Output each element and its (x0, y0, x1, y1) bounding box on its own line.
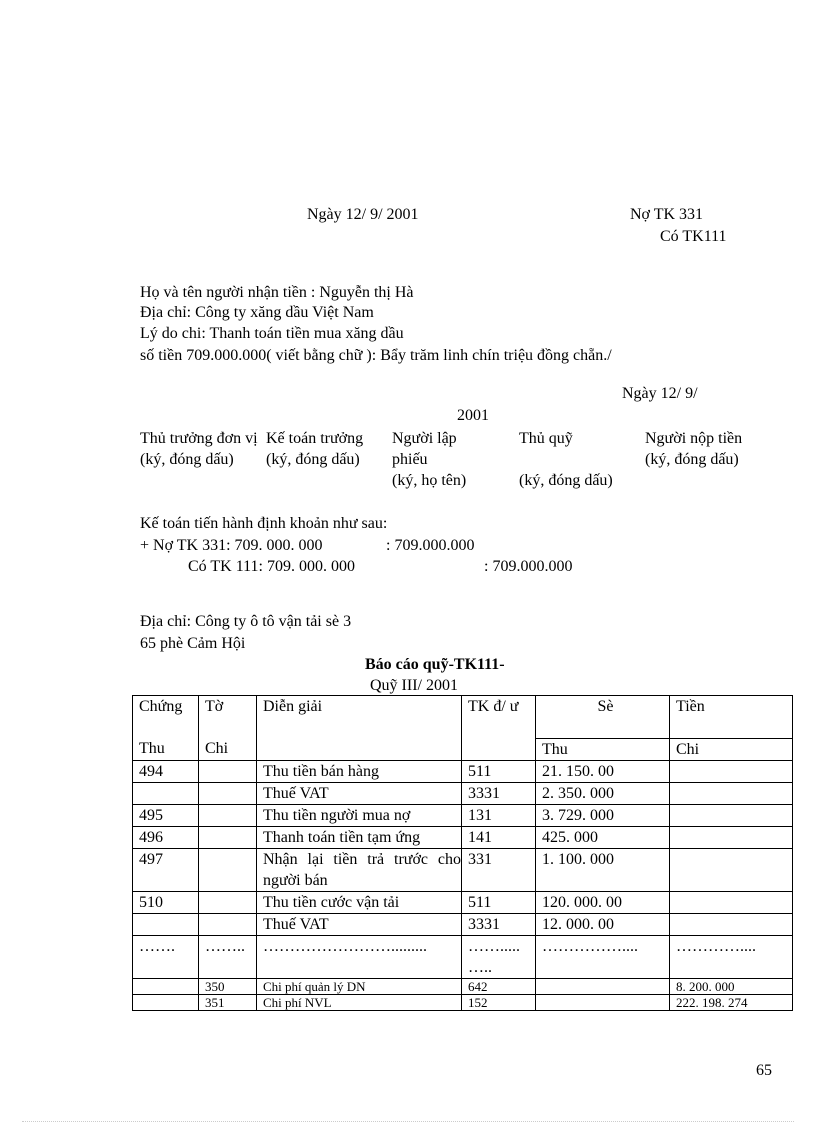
cell-in (536, 994, 670, 1010)
report-period: Quỹ III/ 2001 (370, 677, 458, 694)
col-subheader-out: Chi (199, 738, 257, 760)
cell-in: …………….... (536, 935, 670, 978)
sign-date-line2: 2001 (457, 407, 489, 424)
cell-chi (199, 891, 257, 913)
footer-divider (22, 1121, 794, 1122)
cell-out (670, 782, 793, 804)
voucher-date: Ngày 12/ 9/ 2001 (307, 206, 419, 223)
cell-in (536, 978, 670, 994)
payee-address-line: Địa chỉ: Công ty xăng dầu Việt Nam (140, 304, 374, 321)
sign-date-line1: Ngày 12/ 9/ (622, 385, 698, 402)
cell-acct: 3331 (462, 782, 536, 804)
cell-acct: 3331 (462, 913, 536, 935)
cell-desc: Chi phí NVL (257, 994, 462, 1010)
cell-chi: 351 (199, 994, 257, 1010)
signature-block-director (140, 428, 260, 470)
col-subheader-amount-out: Chi (670, 738, 793, 760)
debit-account: Nợ TK 331 (630, 206, 704, 223)
table-row (133, 826, 793, 848)
payment-amount-line: số tiền 709.000.000( viết bằng chữ ): Bẩy trăm linh chín triệu đồng chẵn./ (140, 347, 612, 364)
cell-desc: Thu tiền cước vận tải (257, 891, 462, 913)
cell-acct: 511 (462, 760, 536, 782)
signature-note: (ký, đóng dấu) (645, 451, 739, 468)
signature-title: Kế toán trưởng (266, 430, 364, 447)
cell-in: 120. 000. 00 (536, 891, 670, 913)
cell-thu (133, 913, 199, 935)
cell-chi (199, 804, 257, 826)
signature-title: Thủ trưởng đơn vị (140, 430, 258, 447)
cell-thu: ……. (133, 935, 199, 978)
entry-intro: Kế toán tiến hành định khoản như sau: (140, 515, 388, 532)
table-row (133, 760, 793, 782)
table-row (133, 804, 793, 826)
cell-desc: ……………………......... (257, 935, 462, 978)
table-row (133, 978, 793, 994)
cell-out (670, 848, 793, 891)
cell-in: 1. 100. 000 (536, 848, 670, 891)
signature-note: (ký, đóng dấu) (519, 472, 613, 489)
cell-desc: Chi phí quản lý DN (257, 978, 462, 994)
cell-in: 425. 000 (536, 826, 670, 848)
signature-title: Thủ quỹ (519, 430, 573, 447)
entry-credit-line: Có TK 111: 709. 000. 000 (188, 558, 355, 575)
entry-debit-total: : 709.000.000 (386, 537, 475, 554)
col-header-voucher: Chứng (133, 696, 199, 739)
signature-note: (ký, đóng dấu) (140, 451, 234, 468)
cell-thu (133, 994, 199, 1010)
cell-thu (133, 978, 199, 994)
col-header-amount: Sè (536, 696, 670, 739)
table-row (133, 891, 793, 913)
table-row (133, 848, 793, 891)
cash-report-table (132, 695, 793, 1011)
cell-in: 12. 000. 00 (536, 913, 670, 935)
cell-out (670, 913, 793, 935)
cell-acct: 331 (462, 848, 536, 891)
cell-acct: 642 (462, 978, 536, 994)
table-row (133, 913, 793, 935)
cell-desc: Thuế VAT (257, 913, 462, 935)
col-header-sheet: Tờ (199, 696, 257, 739)
col-header-account: TK đ/ ư (462, 696, 536, 761)
cell-out (670, 826, 793, 848)
cell-thu: 495 (133, 804, 199, 826)
cell-desc: Thu tiền người mua nợ (257, 804, 462, 826)
signature-block-cashier (519, 428, 619, 491)
cell-thu: 497 (133, 848, 199, 891)
cell-out: 8. 200. 000 (670, 978, 793, 994)
cell-thu: 494 (133, 760, 199, 782)
cell-out: 222. 198. 274 (670, 994, 793, 1010)
table-header-row (133, 696, 793, 739)
cell-out (670, 804, 793, 826)
signature-title: Người nộp tiền (645, 430, 743, 447)
cell-chi: …….. (199, 935, 257, 978)
cell-out: ………….... (670, 935, 793, 978)
credit-account: Có TK111 (660, 228, 727, 245)
cell-desc: Thu tiền bán hàng (257, 760, 462, 782)
table-row (133, 782, 793, 804)
entry-credit-total: : 709.000.000 (484, 558, 573, 575)
signature-note: (ký, họ tên) (392, 472, 467, 489)
cell-acct: 141 (462, 826, 536, 848)
cell-out (670, 891, 793, 913)
cell-desc: Nhận lại tiền trả trước cho người bán (257, 848, 462, 891)
signature-block-chief-accountant (266, 428, 376, 470)
company-address-line2: 65 phè Cảm Hội (140, 635, 246, 652)
payment-reason-line: Lý do chi: Thanh toán tiền mua xăng dầu (140, 325, 404, 342)
signature-block-depositor (645, 428, 745, 470)
company-address-line1: Địa chỉ: Công ty ô tô vận tải sè 3 (140, 613, 352, 630)
signature-title: Người lập phiếu (392, 430, 457, 468)
cell-in: 3. 729. 000 (536, 804, 670, 826)
col-header-money: Tiền (670, 696, 793, 739)
cell-chi (199, 826, 257, 848)
cell-acct: 511 (462, 891, 536, 913)
payee-name-line: Họ và tên người nhận tiền : Nguyễn thị Hà (140, 284, 414, 301)
cell-thu: 496 (133, 826, 199, 848)
cell-acct: 131 (462, 804, 536, 826)
cell-thu (133, 782, 199, 804)
cell-in: 2. 350. 000 (536, 782, 670, 804)
cell-thu: 510 (133, 891, 199, 913)
report-title: Báo cáo quỹ-TK111- (365, 656, 505, 673)
table-row (133, 994, 793, 1010)
cell-out (670, 760, 793, 782)
col-subheader-amount-in: Thu (536, 738, 670, 760)
cell-in: 21. 150. 00 (536, 760, 670, 782)
cell-desc: Thanh toán tiền tạm ứng (257, 826, 462, 848)
entry-debit-line: + Nợ TK 331: 709. 000. 000 (140, 537, 323, 554)
cell-chi (199, 848, 257, 891)
cell-chi (199, 913, 257, 935)
cell-acct: 152 (462, 994, 536, 1010)
cell-desc: Thuế VAT (257, 782, 462, 804)
cell-acct: ……..... ….. (462, 935, 536, 978)
signature-block-preparer (392, 428, 492, 491)
table-row (133, 935, 793, 978)
col-header-description: Diễn giải (257, 696, 462, 761)
page-number: 65 (756, 1062, 772, 1079)
cell-chi (199, 782, 257, 804)
signature-note: (ký, đóng dấu) (266, 451, 360, 468)
col-subheader-in: Thu (133, 738, 199, 760)
cell-chi (199, 760, 257, 782)
cell-chi: 350 (199, 978, 257, 994)
